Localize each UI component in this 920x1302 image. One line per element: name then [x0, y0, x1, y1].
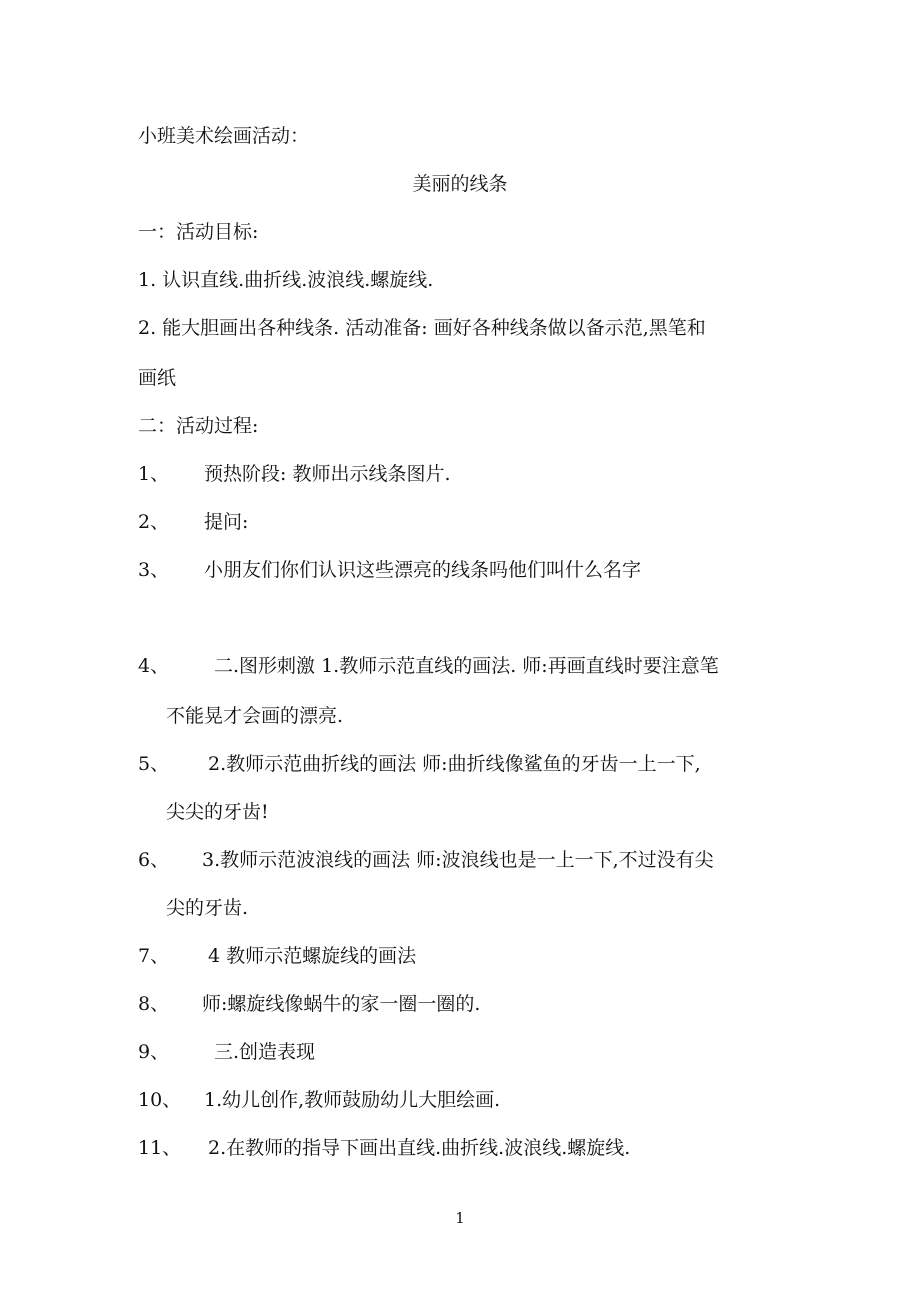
goal-item-2-cont: 画纸	[138, 367, 177, 389]
step-text: 三.创造表现	[214, 1041, 316, 1063]
step-text: 4 教师示范螺旋线的画法	[208, 945, 417, 967]
goal-item-1: 1. 认识直线.曲折线.波浪线.螺旋线.	[138, 269, 434, 291]
step-text: 预热阶段: 教师出示线条图片.	[204, 463, 451, 485]
doc-title: 美丽的线条	[412, 173, 508, 195]
doc-heading: 小班美术绘画活动：	[138, 125, 310, 147]
section-process-heading: 二：活动过程:	[138, 415, 259, 437]
step-number: 1、	[138, 463, 170, 485]
step-number: 3、	[138, 559, 170, 581]
step-text-cont: 尖尖的牙齿!	[166, 801, 269, 823]
step-number: 9、	[138, 1041, 170, 1063]
step-number: 5、	[138, 753, 170, 775]
step-text: 提问:	[204, 511, 249, 533]
step-number: 4、	[138, 655, 170, 677]
step-number: 6、	[138, 849, 170, 871]
step-text: 师:螺旋线像蜗牛的家一圈一圈的.	[202, 993, 481, 1015]
goal-item-2: 2. 能大胆画出各种线条. 活动准备: 画好各种线条做以备示范,黑笔和	[138, 317, 706, 339]
page-number: 1	[455, 1209, 465, 1227]
step-number: 7、	[138, 945, 170, 967]
step-text: 2.在教师的指导下画出直线.曲折线.波浪线.螺旋线.	[208, 1137, 631, 1159]
section-goals-heading: 一：活动目标:	[138, 221, 259, 243]
step-number: 11、	[138, 1137, 182, 1159]
step-text-cont: 尖的牙齿.	[166, 897, 249, 919]
step-text: 二.图形刺激 1.教师示范直线的画法. 师:再画直线时要注意笔	[214, 655, 719, 677]
step-text: 1.幼儿创作,教师鼓励幼儿大胆绘画.	[204, 1089, 501, 1111]
step-number: 2、	[138, 511, 170, 533]
step-text: 小朋友们你们认识这些漂亮的线条吗他们叫什么名字	[204, 559, 642, 581]
step-text: 3.教师示范波浪线的画法 师:波浪线也是一上一下,不过没有尖	[202, 849, 714, 871]
step-text: 2.教师示范曲折线的画法 师:曲折线像鲨鱼的牙齿一上一下,	[208, 753, 701, 775]
step-number: 10、	[138, 1089, 182, 1111]
step-text-cont: 不能晃才会画的漂亮.	[166, 705, 344, 727]
step-number: 8、	[138, 993, 170, 1015]
